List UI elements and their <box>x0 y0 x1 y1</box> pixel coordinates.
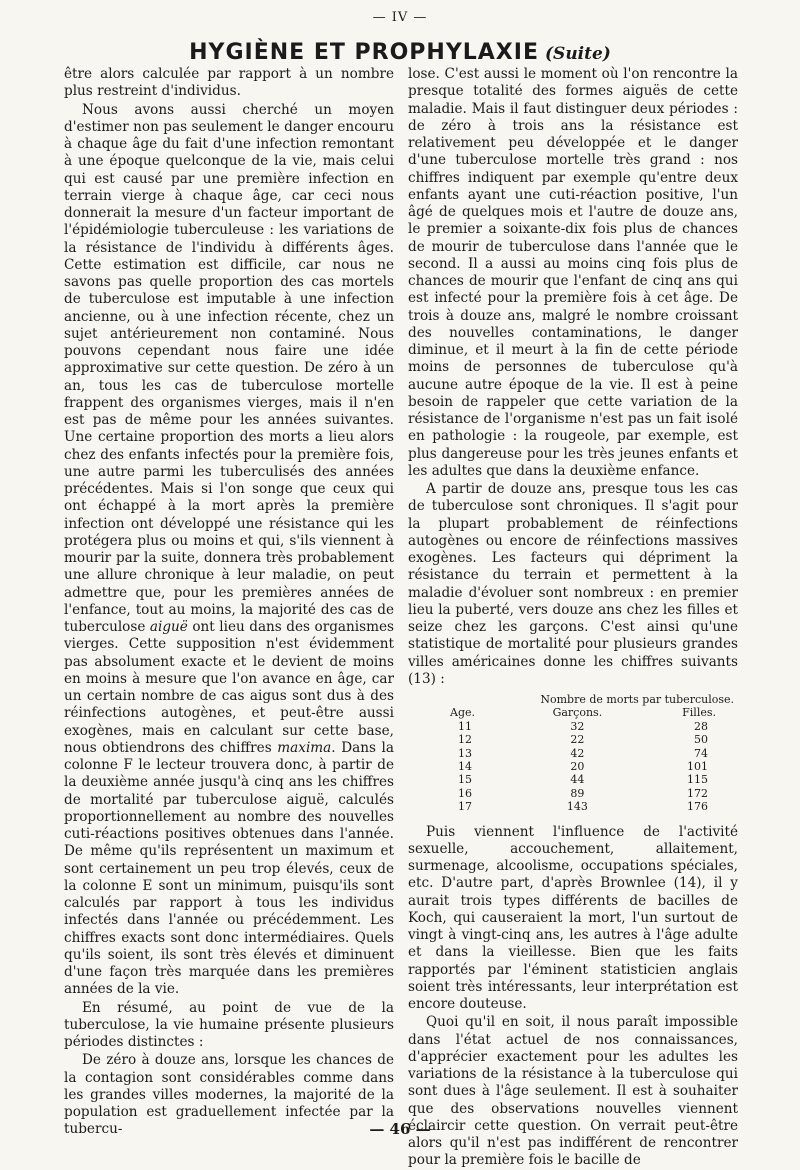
table-row <box>408 733 738 746</box>
table-row <box>408 773 738 786</box>
right-paragraph-3: Puis viennent l'influence de l'activité sexuelle, accouchement, allaitement, surmenage, alcoolisme, occupations spéciales, etc. D'autre part, d'après Brownlee (14), il y aurait trois types différents de bacilles de Koch, qui causeraient la mort, l'un surtout de vingt à vingt-cinq ans, les autres à l'âge adulte et dans la vieillesse. Bien que les faits rapportés par l'éminent statisticien anglais soient très intéressants, leur interprétation est encore douteuse. <box>408 823 738 1013</box>
right-column <box>408 66 738 1170</box>
cell-boys: 42 <box>570 746 585 760</box>
page-number-bottom: — 46 — <box>369 1120 431 1138</box>
right-paragraph-2: A partir de douze ans, presque tous les cas de tuberculose sont chroniques. Il s'agit pour la plupart probablement de réinfections autogènes ou encore de réinfections massives exogènes. Les facteurs qui dépriment la résistance du terrain et permettent à la maladie d'évoluer sont nombreux : en premier lieu la puberté, vers douze ans chez les filles et seize chez les garçons. C'est ainsi qu'une statistique de mortalité pour plusieurs grandes villes américaines donne les chiffres suivants (13) : <box>408 481 738 687</box>
page-header <box>0 40 800 65</box>
cell-boys: 44 <box>570 773 585 787</box>
table-row <box>408 800 738 813</box>
page-number-top: — IV — <box>372 10 428 25</box>
left-paragraph-2: Nous avons aussi cherché un moyen d'estimer non pas seulement le danger encouru à chaque âge du fait d'une infection remontant à une époque quelconque de la vie, mais celui qui est causé par une première infection en terrain vierge à chaque âge, car ceci nous donnerait la mesure d'un facteur important de l'épidémiologie tuberculeuse : les variations de la résistance de l'individu à différents âges. Cette estimation est difficile, car nous ne savons pas quelle proportion des cas mortels de tuberculose est imputable à une infection ancienne, ou à une infection récente, chez un sujet antérieurement non contaminé. Nous pouvons cependant nous faire une idée approximative sur cette question. De zéro à un an, tous les cas de tuberculose mortelle frappent des organismes vierges, mais il n'en est pas de même pour les années suivantes. Une certaine proportion des morts a lieu alors chez des enfants infectés pour la première fois, une autre parmi les tuberculisés des années précédentes. Mais si l'on songe que ceux qui ont échappé à la mort après la première infection ont développé une résistance qui les protégera plus ou moins et qui, s'ils viennent à mourir par la suite, donnera très probablement une allure chronique à leur maladie, on peut admettre que, pour les premières années de l'enfance, tout au moins, la majorité des cas de tuberculose aiguë ont lieu dans des organismes vierges. Cette supposition n'est évidemment pas absolument exacte et le devient de moins en moins à mesure que l'on avance en âge, car un certain nombre de cas aigus sont dus à des réinfections autogènes, et peut-être aussi exogènes, mais en calculant sur cette base, nous obtiendrons des chiffres maxima. Dans la colonne F le lecteur trouvera donc, à partir de la deuxième année jusqu'à cinq ans les chiffres de mortalité par tuberculose aiguë, calculés proportionnellement au nombre des nouvelles cuti-réactions positives obtenues dans l'année. De même qu'ils représentent un maximum et sont certainement un peu trop élevés, ceux de la colonne E sont un minimum, puisqu'ils sont calculés par rapport à tous les individus infectés dans l'année ou précédemment. Les chiffres exacts sont donc intermédiaires. Quels qu'ils soient, ils sont très élevés et diminuent d'une façon très marquée dans les premières années de la vie. <box>64 101 394 998</box>
left-column <box>64 66 394 1139</box>
left-paragraph-4: De zéro à douze ans, lorsque les chances de la contagion sont considérables comme dans les grandes villes modernes, la majorité de la population est graduellement infectée par la tubercu- <box>64 1052 394 1138</box>
cell-girls: 28 <box>694 719 708 733</box>
cell-age: 13 <box>458 746 472 760</box>
cell-boys: 20 <box>570 760 585 774</box>
section-title-suite: (Suite) <box>545 44 611 64</box>
cell-age: 12 <box>458 733 472 747</box>
cell-age: 16 <box>458 786 472 800</box>
right-paragraph-1: lose. C'est aussi le moment où l'on rencontre la presque totalité des formes aiguës de cette maladie. Mais il faut distinguer deux périodes : de zéro à trois ans la résistance est relativement peu développée et le danger d'une tuberculose mortelle très grand : nos chiffres indiquent par exemple qu'entre deux enfants ayant une cuti-réaction positive, l'un âgé de quelques mois et l'autre de douze ans, le premier a soixante-dix fois plus de chances de mourir de tuberculose dans l'année que le second. Il a aussi au moins cinq fois plus de chances de mourir que l'enfant de cinq ans qui est infecté pour la première fois à cet âge. De trois à douze ans, malgré le nombre croissant des nouvelles contaminations, le danger diminue, et il meurt à la fin de cette période moins de personnes de tuberculose qu'à aucune autre époque de la vie. Il est à peine besoin de rappeler que cette variation de la résistance de l'organisme n'est pas un fait isolé en pathologie : la rougeole, par exemple, est plus dangereuse pour les très jeunes enfants et les adultes que dans la deuxième enfance. <box>408 66 738 479</box>
table-header-age: Age. <box>450 706 475 720</box>
left-paragraph-1: être alors calculée par rapport à un nombre plus restreint d'individus. <box>64 66 394 100</box>
cell-age: 17 <box>458 800 472 814</box>
section-title: HYGIÈNE ET PROPHYLAXIE <box>189 40 539 65</box>
table-row <box>408 747 738 760</box>
table-caption: Nombre de morts par tuberculose. <box>540 693 734 706</box>
cell-girls: 74 <box>694 746 708 760</box>
table-row <box>408 760 738 773</box>
cell-age: 11 <box>458 719 472 733</box>
cell-age: 14 <box>458 760 472 774</box>
cell-girls: 50 <box>694 733 708 747</box>
table-header-girls: Filles. <box>682 706 716 720</box>
right-paragraph-4: Quoi qu'il en soit, il nous paraît impossible dans l'état actuel de nos connaissances, d'apprécier exactement pour les adultes les variations de la résistance à la tuberculose qui sont dues à l'âge seulement. Il est à souhaiter que des observations nouvelles viennent éclaircir cette question. On verrait peut-être alors qu'il n'est pas indifférent de rencontrer pour la première fois le bacille de <box>408 1014 738 1169</box>
cell-girls: 115 <box>687 773 708 787</box>
cell-boys: 89 <box>570 786 585 800</box>
mortality-table <box>408 693 738 814</box>
left-paragraph-3: En résumé, au point de vue de la tuberculose, la vie humaine présente plusieurs périodes distinctes : <box>64 999 394 1050</box>
cell-girls: 176 <box>687 800 708 814</box>
cell-age: 15 <box>458 773 472 787</box>
table-row <box>408 787 738 800</box>
cell-boys: 32 <box>570 719 585 733</box>
cell-boys: 22 <box>570 733 585 747</box>
cell-girls: 172 <box>687 786 708 800</box>
table-header-boys: Garçons. <box>552 706 603 720</box>
cell-boys: 143 <box>566 800 588 814</box>
table-row <box>408 720 738 733</box>
cell-girls: 101 <box>687 760 708 774</box>
